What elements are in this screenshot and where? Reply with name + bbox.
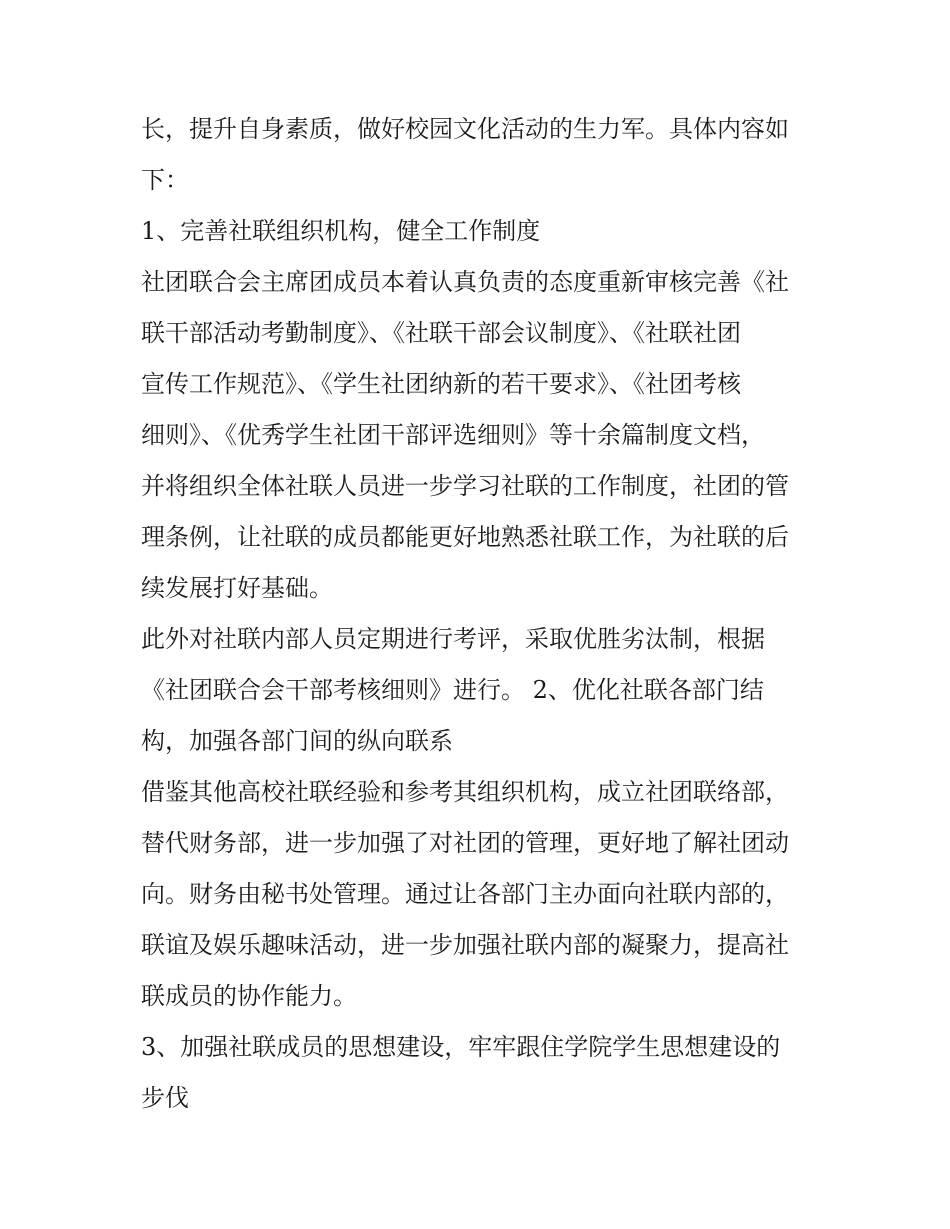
text-line: 续发展打好基础。 [141,574,333,602]
text-line: 长，提升自身素质，做好校园文化活动的生力军。具体内容如 [141,115,789,143]
text-line: 下： [141,166,189,194]
text-line: 替代财务部，进一步加强了对社团的管理，更好地了解社团动 [141,829,789,857]
text-line: 步伐 [141,1084,189,1112]
text-line: 理条例，让社联的成员都能更好地熟悉社联工作，为社联的后 [141,523,789,551]
text-line: 此外对社联内部人员定期进行考评，采取优胜劣汰制，根据 [141,625,765,653]
text-line: 并将组织全体社联人员进一步学习社联的工作制度，社团的管 [141,472,789,500]
text-line: 联谊及娱乐趣味活动，进一步加强社联内部的凝聚力，提高社 [141,931,789,959]
text-line: 《社团联合会干部考核细则》进行。 2、优化社联各部门结 [141,676,764,704]
section-heading-3: 3、加强社联成员的思想建设，牢牢跟住学院学生思想建设的 [141,1033,781,1061]
text-line: 社团联合会主席团成员本着认真负责的态度重新审核完善《社 [141,268,789,296]
text-line: 向。财务由秘书处管理。通过让各部门主办面向社联内部的， [141,880,789,908]
text-line: 联干部活动考勤制度》、《社联干部会议制度》、《社联社团 [141,319,741,347]
text-line: 联成员的协作能力。 [141,982,357,1010]
text-line: 宣传工作规范》、《学生社团纳新的若干要求》、《社团考核 [141,370,741,398]
text-line: 构，加强各部门间的纵向联系 [141,727,453,755]
text-line: 借鉴其他高校社联经验和参考其组织机构，成立社团联络部， [141,778,789,806]
section-heading-1: 1、完善社联组织机构，健全工作制度 [141,217,541,245]
text-line: 细则》、《优秀学生社团干部评选细则》等十余篇制度文档， [141,421,765,449]
document-body [141,104,821,1124]
